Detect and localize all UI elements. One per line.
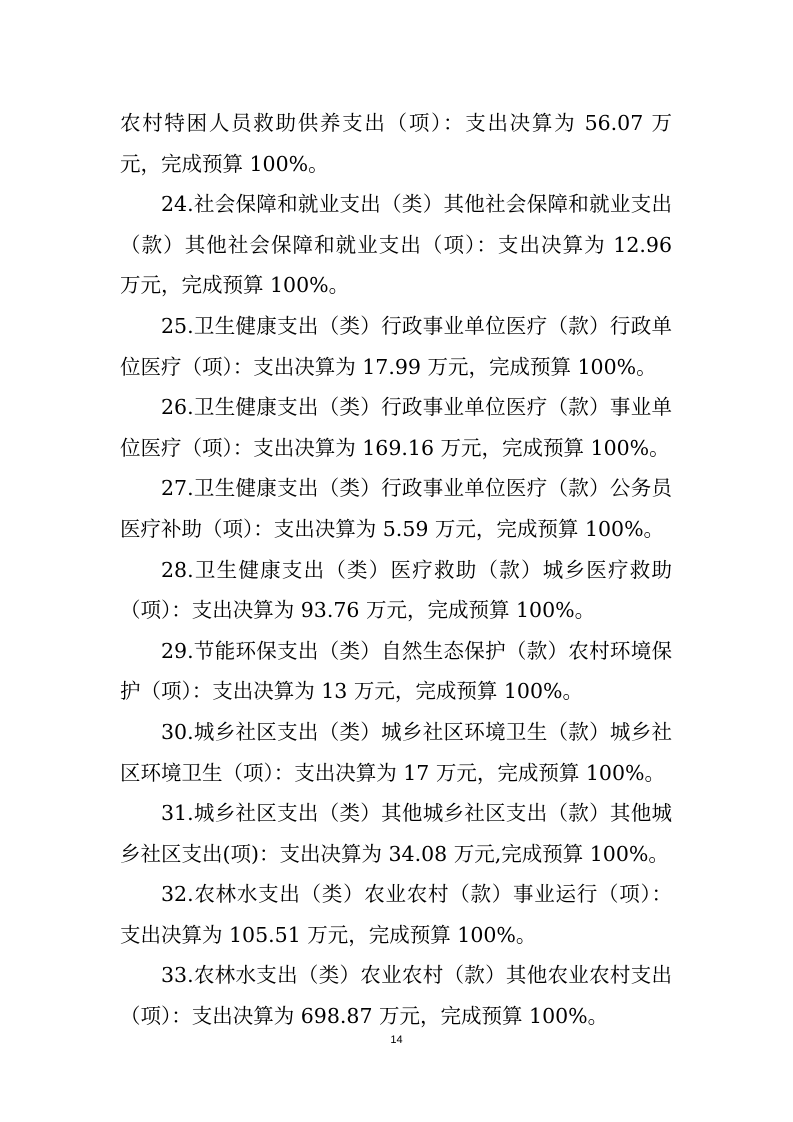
paragraph-continuation: 农村特困人员救助供养支出（项）：支出决算为 56.07 万元，完成预算 100%。 bbox=[120, 111, 672, 176]
paragraph-item-32: 32.农林水支出（类）农业农村（款）事业运行（项）：支出决算为 105.51 万元，完成预算 100%。 bbox=[120, 882, 672, 947]
paragraph-item-27: 27.卫生健康支出（类）行政事业单位医疗（款）公务员医疗补助（项）：支出决算为 5.59 万元，完成预算 100%。 bbox=[120, 476, 672, 541]
paragraph-item-33: 33.农林水支出（类）农业农村（款）其他农业农村支出（项）：支出决算为 698.87 万元，完成预算 100%。 bbox=[120, 963, 672, 1029]
page-number: 14 bbox=[390, 1034, 403, 1046]
paragraph-item-30: 30.城乡社区支出（类）城乡社区环境卫生（款）城乡社区环境卫生（项）：支出决算为 17 万元，完成预算 100%。 bbox=[120, 719, 672, 785]
paragraph-item-26: 26.卫生健康支出（类）行政事业单位医疗（款）事业单位医疗（项）：支出决算为 169.16 万元，完成预算 100%。 bbox=[120, 395, 672, 460]
paragraph-item-25: 25.卫生健康支出（类）行政事业单位医疗（款）行政单位医疗（项）：支出决算为 17.99 万元，完成预算 100%。 bbox=[120, 313, 672, 379]
paragraph-item-31: 31.城乡社区支出（类）其他城乡社区支出（款）其他城乡社区支出(项)：支出决算为 34.08 万元,完成预算 100%。 bbox=[120, 801, 672, 866]
paragraph-item-28: 28.卫生健康支出（类）医疗救助（款）城乡医疗救助（项）：支出决算为 93.76 万元，完成预算 100%。 bbox=[120, 557, 672, 623]
paragraph-item-29: 29.节能环保支出（类）自然生态保护（款）农村环境保护（项）：支出决算为 13 万元，完成预算 100%。 bbox=[120, 638, 672, 704]
body-text bbox=[120, 103, 672, 1037]
paragraph-item-24: 24.社会保障和就业支出（类）其他社会保障和就业支出（款）其他社会保障和就业支出（项）：支出决算为 12.96 万元，完成预算 100%。 bbox=[120, 192, 672, 298]
